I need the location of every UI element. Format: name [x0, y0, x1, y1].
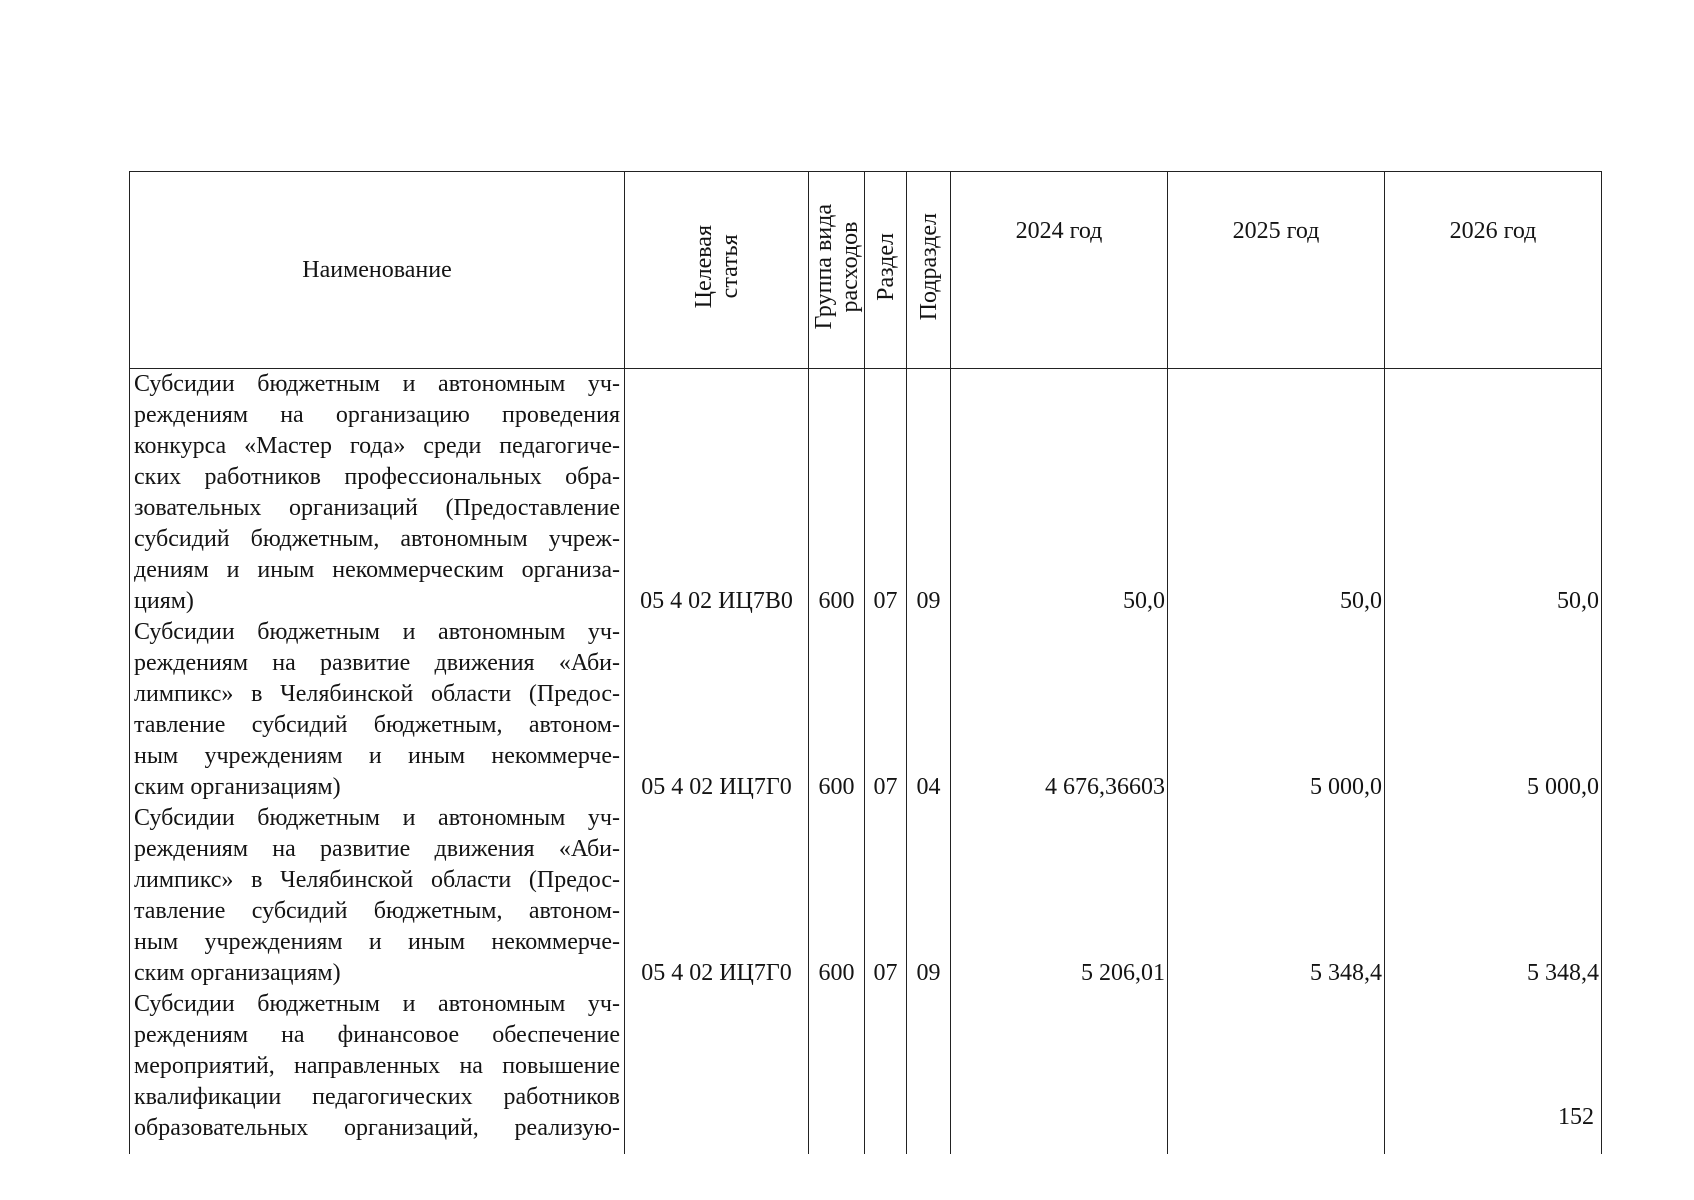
name-line: ским организациям)	[134, 774, 341, 800]
row-expense-group: 600	[809, 803, 865, 989]
table-row	[130, 989, 1602, 1154]
row-value-2025	[1168, 989, 1385, 1154]
row-subsection	[907, 989, 951, 1154]
name-line: дениям и иным некоммерческим организа-	[134, 557, 620, 583]
name-line: субсидий бюджетным, автономным учреж-	[134, 526, 620, 552]
name-line: ным учреждениям и иным некоммерче-	[134, 743, 620, 769]
budget-table	[129, 171, 1602, 1154]
name-line: реждениям на развитие движения «Аби-	[134, 650, 620, 676]
row-section: 07	[865, 369, 907, 618]
row-target-article: 05 4 02 ИЦ7Г0	[625, 617, 809, 803]
row-value-2025: 5 348,4	[1168, 803, 1385, 989]
header-year-2025: 2025 год	[1168, 172, 1385, 369]
row-target-article: 05 4 02 ИЦ7В0	[625, 369, 809, 618]
name-line: тавление субсидий бюджетным, автоном-	[134, 712, 620, 738]
row-name	[130, 989, 625, 1154]
name-line: мероприятий, направленных на повышение	[134, 1053, 620, 1079]
row-value-2026: 5 348,4	[1385, 803, 1602, 989]
row-name	[130, 803, 625, 989]
name-line: реждениям на финансовое обеспечение	[134, 1022, 620, 1048]
row-value-2026: 5 000,0	[1385, 617, 1602, 803]
row-name	[130, 369, 625, 618]
name-line: реждениям на развитие движения «Аби-	[134, 836, 620, 862]
name-line: тавление субсидий бюджетным, автоном-	[134, 898, 620, 924]
page-number: 152	[1558, 1104, 1594, 1130]
name-line: ским организациям)	[134, 960, 341, 986]
header-name: Наименование	[130, 172, 625, 369]
header-year-2024: 2024 год	[951, 172, 1168, 369]
table-row	[130, 617, 1602, 803]
row-expense-group: 600	[809, 617, 865, 803]
table-row	[130, 803, 1602, 989]
row-value-2025: 50,0	[1168, 369, 1385, 618]
header-expense-group: Группа вида расходов	[809, 172, 865, 369]
table-row	[130, 369, 1602, 618]
header-section: Раздел	[865, 172, 907, 369]
row-subsection: 04	[907, 617, 951, 803]
header-subsection: Подраздел	[907, 172, 951, 369]
header-year-2026: 2026 год	[1385, 172, 1602, 369]
name-line: лимпикс» в Челябинской области (Предос-	[134, 867, 620, 893]
row-value-2025: 5 000,0	[1168, 617, 1385, 803]
row-target-article	[625, 989, 809, 1154]
row-section: 07	[865, 803, 907, 989]
table-header-row	[130, 172, 1602, 369]
name-line: образовательных организаций, реализую-	[134, 1115, 620, 1141]
row-target-article: 05 4 02 ИЦ7Г0	[625, 803, 809, 989]
name-line: ным учреждениям и иным некоммерче-	[134, 929, 620, 955]
row-subsection: 09	[907, 369, 951, 618]
row-value-2024: 4 676,36603	[951, 617, 1168, 803]
row-expense-group: 600	[809, 369, 865, 618]
row-subsection: 09	[907, 803, 951, 989]
name-line: квалификации педагогических работников	[134, 1084, 620, 1110]
name-line: Субсидии бюджетным и автономным уч-	[134, 805, 620, 831]
row-section	[865, 989, 907, 1154]
name-line: циям)	[134, 588, 194, 614]
name-line: ских работников профессиональных обра-	[134, 464, 620, 490]
row-value-2024: 5 206,01	[951, 803, 1168, 989]
name-line: зовательных организаций (Предоставление	[134, 495, 620, 521]
name-line: Субсидии бюджетным и автономным уч-	[134, 991, 620, 1017]
name-line: Субсидии бюджетным и автономным уч-	[134, 619, 620, 645]
row-value-2024	[951, 989, 1168, 1154]
name-line: реждениям на организацию проведения	[134, 402, 620, 428]
row-value-2026: 50,0	[1385, 369, 1602, 618]
name-line: Субсидии бюджетным и автономным уч-	[134, 371, 620, 397]
row-name	[130, 617, 625, 803]
header-target-article: Целевая статья	[625, 172, 809, 369]
row-section: 07	[865, 617, 907, 803]
row-value-2024: 50,0	[951, 369, 1168, 618]
name-line: лимпикс» в Челябинской области (Предос-	[134, 681, 620, 707]
row-expense-group	[809, 989, 865, 1154]
name-line: конкурса «Мастер года» среди педагогиче-	[134, 433, 620, 459]
